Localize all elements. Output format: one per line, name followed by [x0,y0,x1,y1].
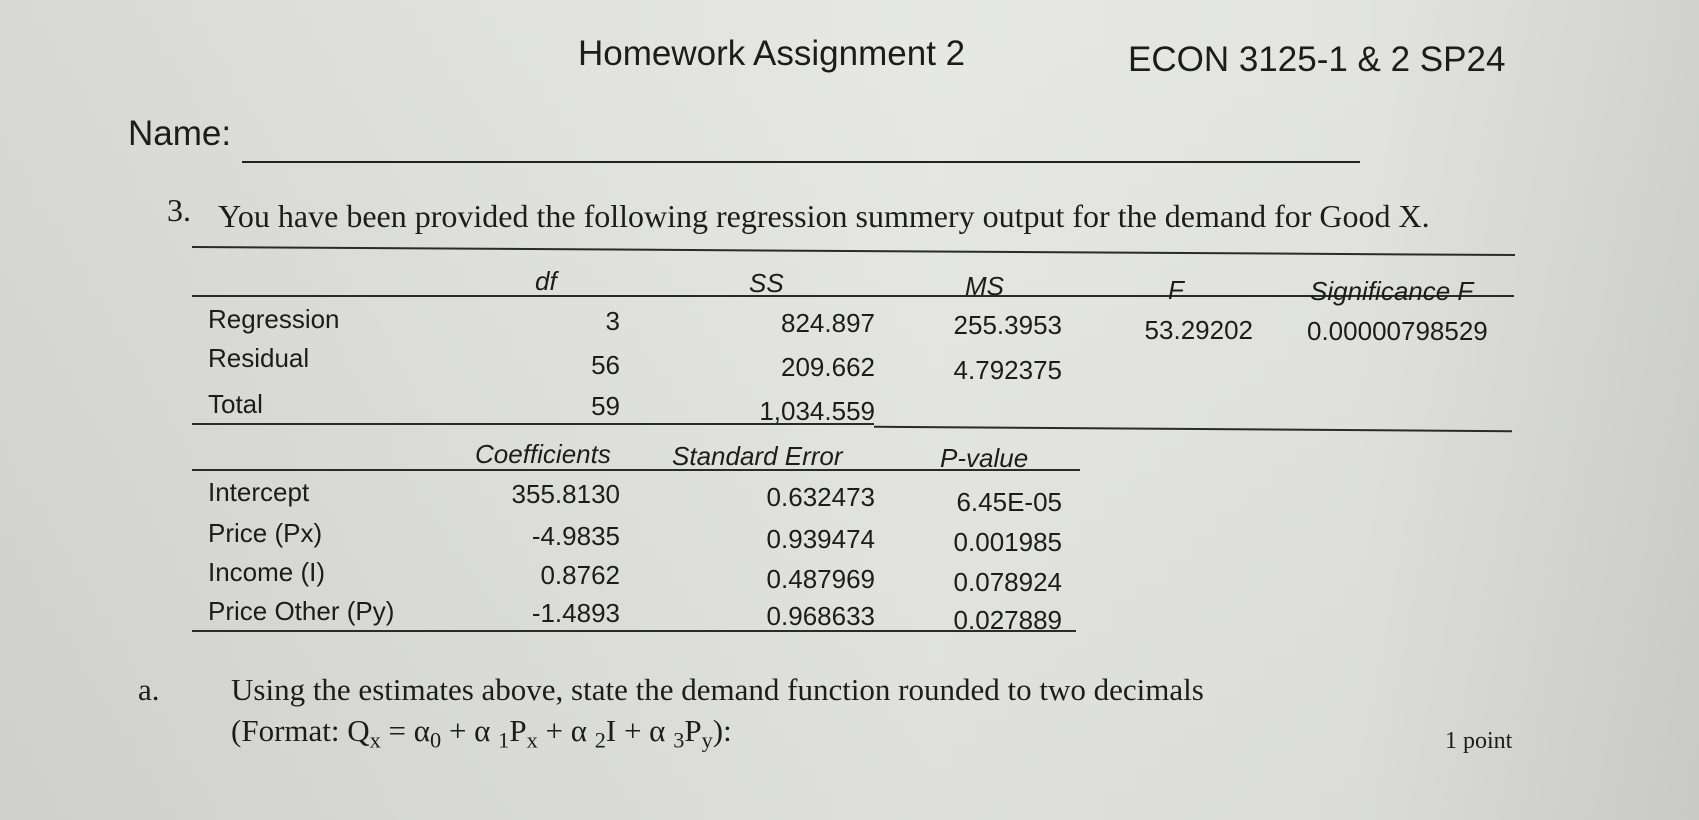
coef-cell-p-value: 0.078924 [953,567,1062,597]
coef-cell-p-value: 6.45E-05 [956,487,1062,517]
coef-cell-standard-error: 0.632473 [766,482,875,512]
coef-cell-p-value: 0.001985 [953,527,1062,557]
name-label: Name: [128,114,232,153]
anova-cell-ss: 1,034.559 [759,396,875,426]
coef-cell-coefficient: 0.8762 [540,560,620,590]
anova-bottom-rule [192,423,874,425]
anova-cell-significance-f: 0.00000798529 [1307,316,1488,346]
anova-cell-ms: 255.3953 [953,310,1062,340]
coef-cell-p-value: 0.027889 [953,605,1062,635]
coef-row-label: Intercept [208,477,310,507]
anova-header-f: F [1168,275,1184,305]
coef-cell-standard-error: 0.968633 [766,601,875,631]
anova-cell-df: 3 [605,306,620,336]
assignment-title: Homework Assignment 2 [578,34,966,73]
table-top-rule [192,246,1515,256]
coef-header-rule [192,469,1080,471]
part-a-label: a. [138,672,160,707]
coef-header-coefficients: Coefficients [475,439,611,469]
part-a-text: Using the estimates above, state the demand function rounded to two decimals [231,672,1204,707]
coef-row-label: Price (Px) [208,518,323,548]
coef-cell-coefficient: 355.8130 [511,479,620,509]
anova-row-label: Residual [208,343,310,373]
question-number: 3. [167,192,191,228]
coef-cell-standard-error: 0.487969 [766,564,875,594]
question-text: You have been provided the following regression summery output for the demand for Good X. [218,198,1430,234]
anova-cell-df: 59 [591,391,620,421]
coef-cell-coefficient: -1.4893 [531,598,620,628]
point-value: 1 point [1445,728,1513,754]
name-line [242,161,1360,163]
coef-header-p-value: P-value [940,443,1029,473]
anova-cell-df: 56 [591,350,620,380]
anova-cell-ss: 209.662 [781,352,875,382]
coef-bottom-rule [192,630,1076,632]
coef-row-label: Price Other (Py) [208,596,395,626]
coef-header-standard-error: Standard Error [672,441,843,471]
coef-cell-standard-error: 0.939474 [766,524,875,554]
anova-row-label: Regression [208,304,340,334]
anova-header-df: df [535,266,557,296]
table-mid-rule [874,426,1512,432]
anova-header-ms: MS [965,271,1004,301]
coef-row-label: Income (I) [208,557,326,587]
anova-row-label: Total [208,389,263,419]
anova-header-significance-f: Significance F [1310,276,1474,306]
anova-cell-ms: 4.792375 [953,355,1062,385]
anova-header-ss: SS [749,268,784,298]
anova-cell-ss: 824.897 [781,308,875,338]
part-a-format: (Format: $Q_x = \alpha_0 + \alpha$ $_1P_x + \alpha$ $_2$I + α $_3P_y$): [231,713,732,753]
course-code: ECON 3125-1 & 2 SP24 [1128,40,1506,79]
coef-cell-coefficient: -4.9835 [531,521,620,551]
anova-cell-f: 53.29202 [1144,315,1253,345]
